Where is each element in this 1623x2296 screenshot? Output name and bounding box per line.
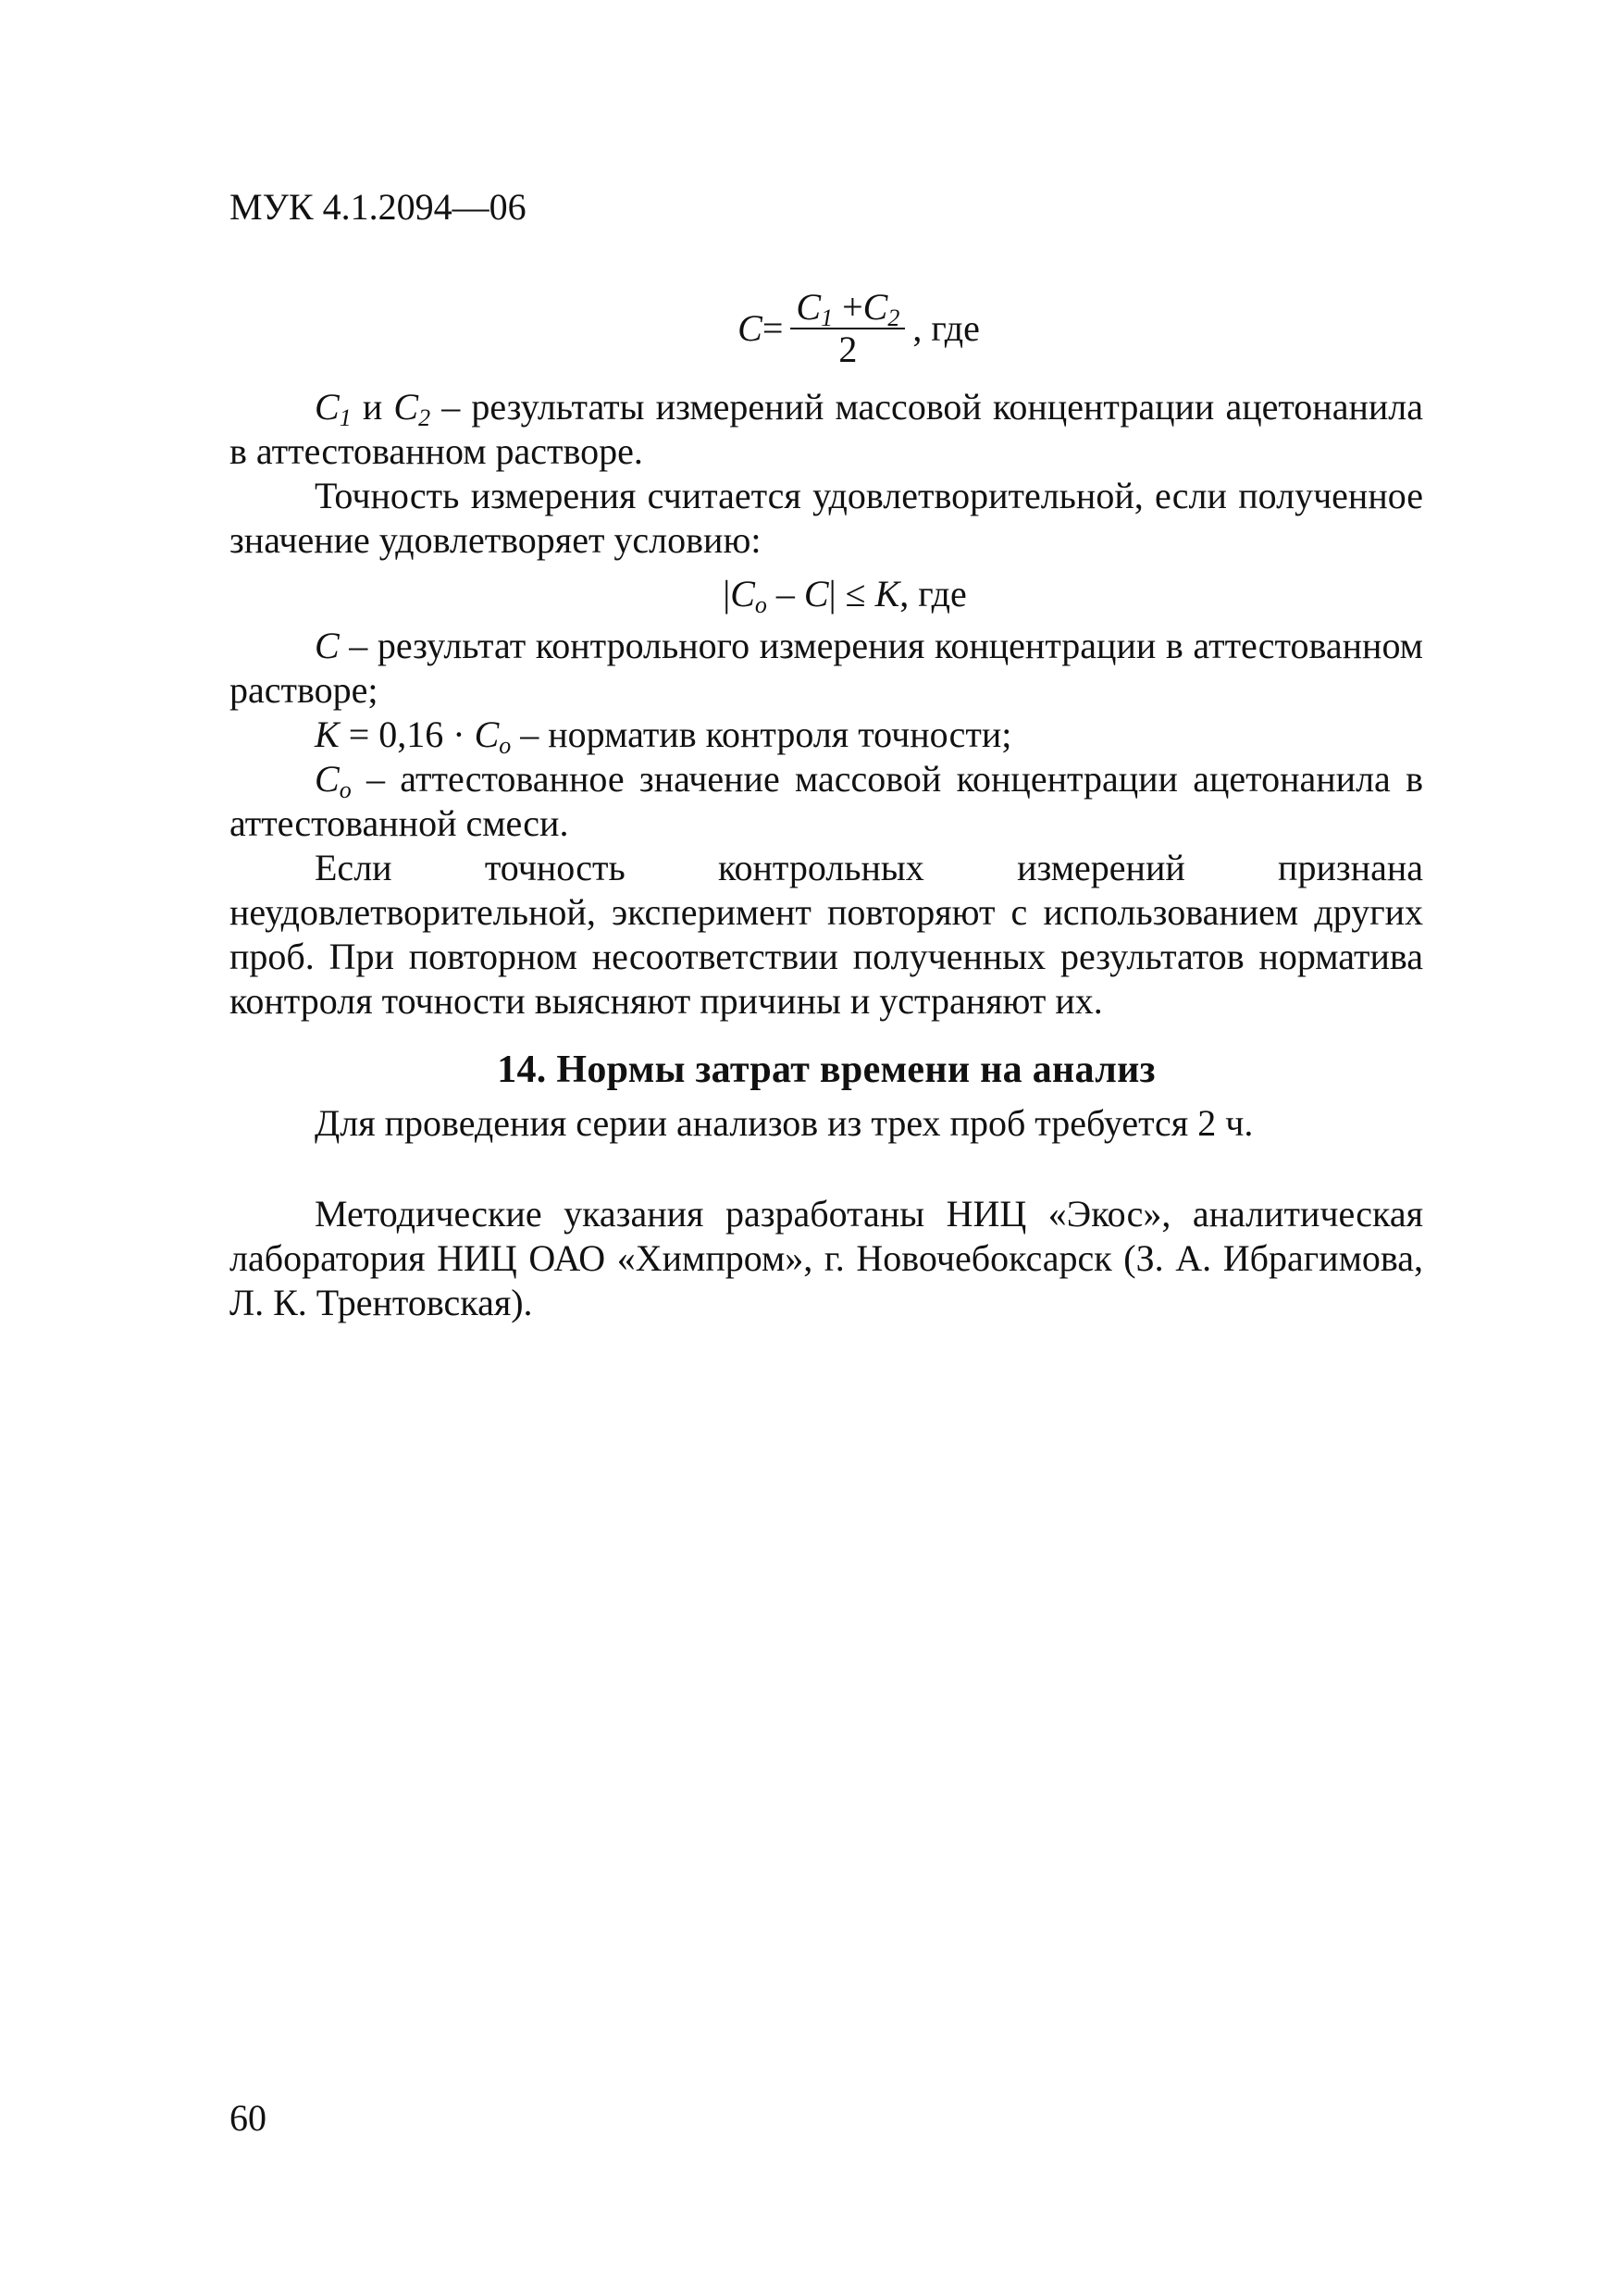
- formula-suffix: , где: [912, 307, 980, 349]
- document-code: МУК 4.1.2094—06: [229, 186, 527, 228]
- formula-condition: $|C_o - C| \le K$, где: [723, 573, 967, 618]
- page-number: 60: [229, 2097, 266, 2139]
- definition-k: $K = 0,16 \cdot C_o$ – норматив контроля точности;: [315, 714, 1012, 759]
- paragraph-time-norm: Для проведения серии анализов из трех проб требуется 2 ч.: [315, 1102, 1254, 1144]
- formula-equals: =: [762, 307, 784, 349]
- formula-mean: [229, 278, 1423, 379]
- fraction-numerator: $C_1 +C_2$: [790, 287, 905, 329]
- definition-c: C – результат контрольного измерения концентрации в аттестованном растворе;: [229, 625, 1423, 711]
- paragraph-c1-c2: $C_1$ и $C_2$ – результаты измерений массовой концентрации ацетонанила в аттестованном растворе.: [229, 386, 1423, 472]
- section-heading: 14. Нормы затрат времени на анализ: [497, 1049, 1156, 1091]
- paragraph-accuracy: Точность измерения считается удовлетворительной, если полученное значение удовлетворяет условию:: [229, 475, 1423, 561]
- document-code-header: [229, 185, 527, 230]
- page-body: [229, 278, 1423, 1325]
- paragraph-authors: Методические указания разработаны НИЦ «Экос», аналитическая лаборатория НИЦ ОАО «Химпром», г. Новочебоксарск (З. А. Ибрагимова, Л. К. Трентовская).: [229, 1193, 1423, 1323]
- definition-co: $C_o$ – аттестованное значение массовой концентрации ацетонанила в аттестованной смеси.: [229, 758, 1423, 844]
- paragraph-repeat: Если точность контрольных измерений признана неудовлетворительной, эксперимент повторяют с использованием других проб. При повторном несоответствии полученных результатов норматива контроля точности выясняют причины и устраняют их.: [229, 847, 1423, 1022]
- spacer: [229, 1146, 1423, 1192]
- formula-lhs: C: [737, 307, 762, 349]
- formula-fraction: [790, 287, 905, 370]
- fraction-denominator: 2: [838, 329, 858, 370]
